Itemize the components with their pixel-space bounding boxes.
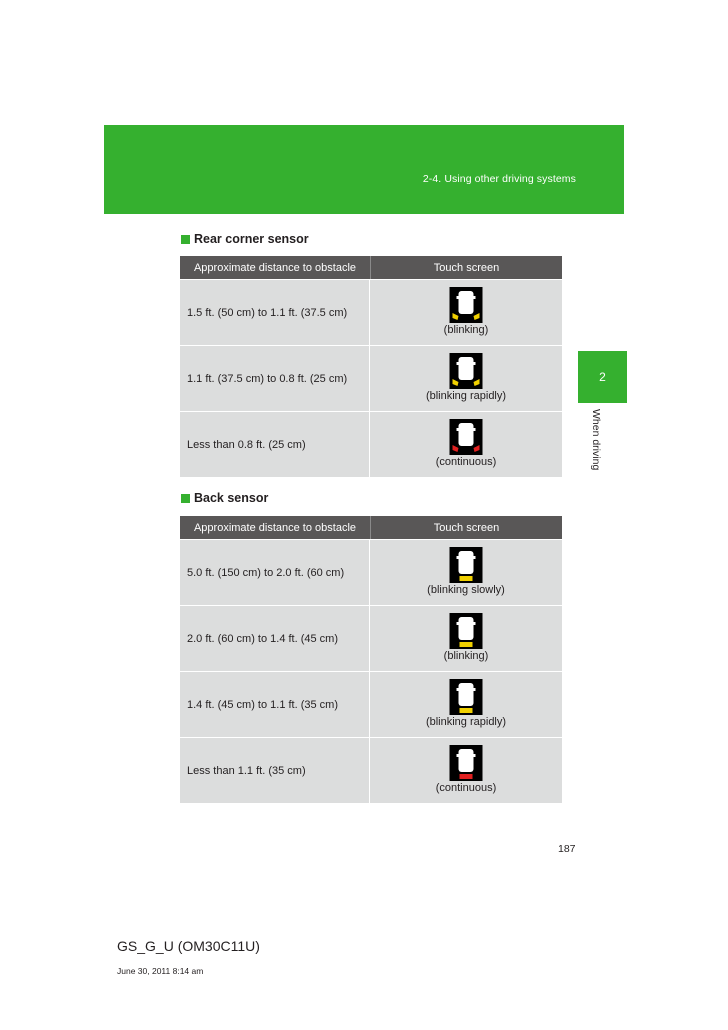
distance-column-header: Approximate distance to obstacle bbox=[180, 516, 371, 539]
table-row bbox=[180, 411, 562, 477]
display-cell bbox=[370, 606, 562, 671]
rear-corner-table bbox=[180, 256, 562, 477]
display-cell bbox=[370, 346, 562, 411]
distance-cell: 1.5 ft. (50 cm) to 1.1 ft. (37.5 cm) bbox=[180, 280, 370, 345]
rear-corner-sensor-icon bbox=[450, 287, 483, 323]
table-header bbox=[180, 256, 562, 279]
distance-cell: 1.1 ft. (37.5 cm) to 0.8 ft. (25 cm) bbox=[180, 346, 370, 411]
section-heading: 2-4. Using other driving systems bbox=[422, 173, 576, 185]
back-sensor-icon bbox=[450, 613, 483, 649]
display-cell bbox=[370, 540, 562, 605]
rear-corner-title-text: Rear corner sensor bbox=[194, 232, 309, 246]
back-sensor-title bbox=[181, 491, 268, 505]
distance-cell: Less than 1.1 ft. (35 cm) bbox=[180, 738, 370, 803]
display-caption: (continuous) bbox=[435, 456, 497, 468]
touch-screen-column-header: Touch screen bbox=[433, 261, 500, 274]
display-cell bbox=[370, 738, 562, 803]
rear-corner-title bbox=[181, 232, 309, 246]
page-number: 187 bbox=[558, 843, 576, 855]
footer-model: GS_G_U (OM30C11U) bbox=[117, 938, 260, 954]
display-caption: (blinking) bbox=[443, 650, 489, 662]
display-cell bbox=[370, 412, 562, 477]
display-caption: (blinking) bbox=[443, 324, 489, 336]
touch-screen-column-header: Touch screen bbox=[433, 521, 500, 534]
back-indicator bbox=[460, 576, 473, 581]
footer-date: June 30, 2011 8:14 am bbox=[117, 966, 204, 976]
square-bullet-icon bbox=[181, 494, 190, 503]
rear-corner-sensor-icon bbox=[450, 353, 483, 389]
display-cell bbox=[370, 280, 562, 345]
distance-cell: 5.0 ft. (150 cm) to 2.0 ft. (60 cm) bbox=[180, 540, 370, 605]
distance-cell: 1.4 ft. (45 cm) to 1.1 ft. (35 cm) bbox=[180, 672, 370, 737]
back-indicator bbox=[460, 774, 473, 779]
header-band bbox=[104, 125, 624, 214]
chapter-label: When driving bbox=[590, 409, 602, 471]
table-row bbox=[180, 737, 562, 803]
display-caption: (blinking rapidly) bbox=[425, 716, 507, 728]
distance-cell: Less than 0.8 ft. (25 cm) bbox=[180, 412, 370, 477]
chapter-number: 2 bbox=[599, 370, 606, 384]
table-row bbox=[180, 671, 562, 737]
table-row bbox=[180, 539, 562, 605]
display-cell bbox=[370, 672, 562, 737]
table-header bbox=[180, 516, 562, 539]
back-indicator bbox=[460, 708, 473, 713]
rear-corner-sensor-icon bbox=[450, 419, 483, 455]
back-indicator bbox=[460, 642, 473, 647]
back-sensor-icon bbox=[450, 547, 483, 583]
display-caption: (continuous) bbox=[435, 782, 497, 794]
table-row bbox=[180, 279, 562, 345]
back-sensor-title-text: Back sensor bbox=[194, 491, 269, 505]
display-caption: (blinking rapidly) bbox=[425, 390, 507, 402]
distance-column-header: Approximate distance to obstacle bbox=[180, 256, 371, 279]
chapter-tab bbox=[578, 351, 627, 403]
square-bullet-icon bbox=[181, 235, 190, 244]
table-row bbox=[180, 345, 562, 411]
display-caption: (blinking slowly) bbox=[427, 584, 505, 596]
table-row bbox=[180, 605, 562, 671]
back-sensor-icon bbox=[450, 679, 483, 715]
distance-cell: 2.0 ft. (60 cm) to 1.4 ft. (45 cm) bbox=[180, 606, 370, 671]
back-sensor-icon bbox=[450, 745, 483, 781]
back-sensor-table bbox=[180, 516, 562, 803]
